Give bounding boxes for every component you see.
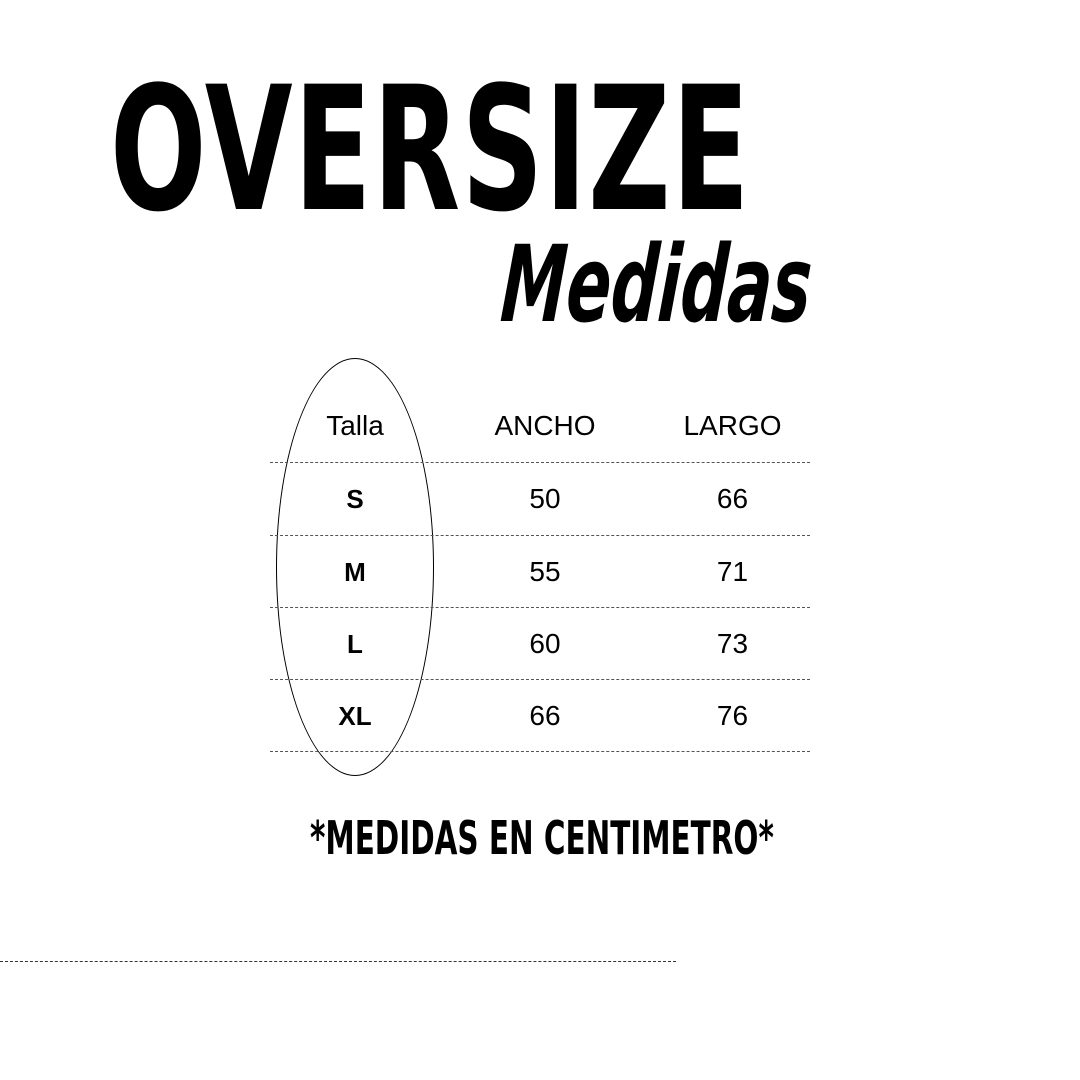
table-header-row <box>270 390 810 462</box>
table-row <box>270 680 810 752</box>
size-cell: XL <box>338 701 372 731</box>
table-row <box>270 463 810 535</box>
size-cell: L <box>347 629 363 659</box>
size-cell: S <box>346 484 364 514</box>
size-cell: M <box>344 557 366 587</box>
ancho-cell: 66 <box>529 700 561 731</box>
ancho-cell: 55 <box>529 556 561 587</box>
measurement-unit-note: *MEDIDAS EN CENTIMETRO* <box>310 811 774 865</box>
column-header-ancho: ANCHO <box>494 410 596 441</box>
bottom-divider <box>0 961 676 962</box>
column-header-talla: Talla <box>326 410 384 441</box>
page-title: OVERSIZE <box>110 49 751 250</box>
largo-cell: 66 <box>716 483 749 514</box>
page-subtitle: Medidas <box>497 223 816 346</box>
ancho-cell: 60 <box>529 628 561 659</box>
largo-cell: 71 <box>716 556 749 587</box>
table-row <box>270 536 810 608</box>
row-divider <box>270 751 810 752</box>
largo-cell: 76 <box>716 700 749 731</box>
table-row <box>270 608 810 680</box>
column-header-largo: LARGO <box>683 410 782 441</box>
largo-cell: 73 <box>716 628 749 659</box>
ancho-cell: 50 <box>529 483 561 514</box>
